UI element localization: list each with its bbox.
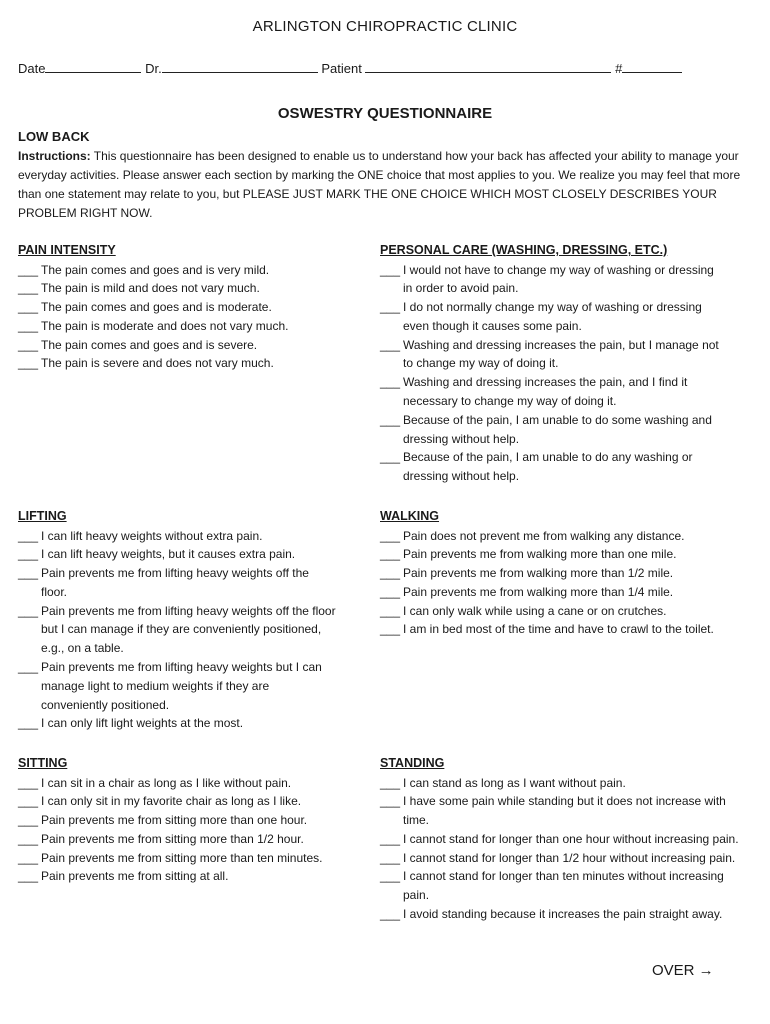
option-text: The pain comes and goes and is severe. [41,337,258,352]
option-row [18,298,348,317]
option-text: Pain prevents me from sitting more than one hour. [41,813,308,828]
option-text: The pain comes and goes and is moderate. [41,300,272,315]
answer-blank[interactable]: ___ [18,337,39,352]
answer-blank[interactable]: ___ [380,337,401,352]
option-text: The pain is moderate and does not vary much. [41,318,289,333]
option-row [380,411,725,449]
answer-blank[interactable]: ___ [380,869,401,884]
option-text: The pain is severe and does not vary much. [41,356,274,371]
answer-blank[interactable]: ___ [18,318,39,333]
answer-blank[interactable]: ___ [18,869,39,884]
option-row [18,564,338,602]
option-text: Pain prevents me from lifting heavy weights off the floor but I can manage if they are conveniently positioned, e.g., on a table. [41,603,336,656]
instructions-text: This questionnaire has been designed to enable us to understand how your back has affected your ability to manage your everyday activities. Please answer each section by marking the ONE choice that most applies to you. We realize you may feel that more than one statement may relate to you, but PLEASE JUST MARK THE ONE CHOICE WHICH MOST CLOSELY DESCRIBES YOUR PROBLEM RIGHT NOW. [18,149,741,220]
option-text: I cannot stand for longer than 1/2 hour without increasing pain. [403,850,736,865]
section-pain-intensity [18,241,348,373]
option-row [18,792,338,811]
over-label: OVER → [652,962,714,979]
option-text: I cannot stand for longer than ten minutes without increasing pain. [403,869,724,903]
option-row [18,545,338,564]
option-row [18,336,348,355]
option-text: I am in bed most of the time and have to crawl to the toilet. [403,622,714,637]
answer-blank[interactable]: ___ [18,775,39,790]
answer-blank[interactable]: ___ [380,907,401,922]
option-row [380,261,725,299]
option-text: I can only walk while using a cane or on crutches. [403,603,667,618]
answer-blank[interactable]: ___ [18,660,39,675]
option-row [18,811,338,830]
section-lifting [18,507,338,733]
option-row [18,658,338,714]
section-heading: LIFTING [18,509,67,523]
answer-blank[interactable]: ___ [18,300,39,315]
option-text: Washing and dressing increases the pain, but I manage not to change my way of doing it. [403,337,719,371]
option-row [380,792,750,830]
option-row [18,867,338,886]
clinic-name: ARLINGTON CHIROPRACTIC CLINIC [252,18,518,35]
answer-blank[interactable]: ___ [380,831,401,846]
option-row [18,527,338,546]
option-text: I avoid standing because it increases the pain straight away. [403,907,723,922]
instructions [18,147,758,223]
answer-blank[interactable]: ___ [380,547,401,562]
option-text: I have some pain while standing but it does not increase with time. [403,794,726,828]
option-text: Because of the pain, I am unable to do some washing and dressing without help. [403,412,712,446]
option-row [380,774,750,793]
answer-blank[interactable]: ___ [380,412,401,427]
patient-field[interactable] [365,60,611,73]
instructions-label: Instructions: [18,149,91,163]
option-row [18,602,338,658]
answer-blank[interactable]: ___ [18,528,39,543]
answer-blank[interactable]: ___ [18,262,39,277]
answer-blank[interactable]: ___ [18,813,39,828]
number-field[interactable] [622,60,682,73]
section-heading: PAIN INTENSITY [18,243,116,257]
option-text: Pain does not prevent me from walking any distance. [403,528,685,543]
option-row [18,279,348,298]
option-row [380,830,750,849]
option-text: Washing and dressing increases the pain, and I find it necessary to change my way of doing it. [403,375,688,409]
option-text: Pain prevents me from sitting at all. [41,869,229,884]
answer-blank[interactable]: ___ [18,716,39,731]
section-walking [380,507,720,639]
section-sitting [18,754,338,886]
section-standing [380,754,750,924]
answer-blank[interactable]: ___ [380,450,401,465]
patient-info-line [18,60,682,76]
option-text: I would not have to change my way of washing or dressing in order to avoid pain. [403,262,714,296]
doctor-label: Dr. [145,61,162,76]
option-row [380,583,720,602]
answer-blank[interactable]: ___ [380,262,401,277]
option-row [18,774,338,793]
answer-blank[interactable]: ___ [18,566,39,581]
answer-blank[interactable]: ___ [18,603,39,618]
answer-blank[interactable]: ___ [18,547,39,562]
answer-blank[interactable]: ___ [18,831,39,846]
answer-blank[interactable]: ___ [18,794,39,809]
option-text: Pain prevents me from walking more than 1/2 mile. [403,566,674,581]
option-text: I do not normally change my way of washing or dressing even though it causes some pain. [403,300,702,333]
answer-blank[interactable]: ___ [380,603,401,618]
option-text: I can only sit in my favorite chair as long as I like. [41,794,302,809]
option-row [380,849,750,868]
option-text: The pain is mild and does not vary much. [41,281,260,296]
option-text: Pain prevents me from sitting more than ten minutes. [41,850,323,865]
option-text: The pain comes and goes and is very mild. [41,262,270,277]
option-row [380,298,725,336]
option-text: Pain prevents me from lifting heavy weights off the floor. [41,566,309,599]
answer-blank[interactable]: ___ [18,850,39,865]
option-text: I can lift heavy weights without extra pain. [41,528,263,543]
option-row [18,317,348,336]
answer-blank[interactable]: ___ [380,528,401,543]
option-row [380,448,725,486]
section-heading: SITTING [18,756,68,770]
option-text: I can stand as long as I want without pain. [403,775,626,790]
answer-blank[interactable]: ___ [380,584,401,599]
option-text: Pain prevents me from lifting heavy weights but I can manage light to medium weights if they are conveniently positioned. [41,660,322,712]
section-heading: WALKING [380,509,440,523]
option-row [380,527,720,546]
answer-blank[interactable]: ___ [18,356,39,371]
section-heading: STANDING [380,756,445,770]
answer-blank[interactable]: ___ [380,794,401,809]
date-label: Date [18,61,46,76]
option-row [380,545,720,564]
answer-blank[interactable]: ___ [380,375,401,390]
option-text: I cannot stand for longer than one hour without increasing pain. [403,831,739,846]
date-field[interactable] [45,60,141,73]
option-text: Pain prevents me from sitting more than 1/2 hour. [41,831,304,846]
option-row [18,849,338,868]
section-heading: PERSONAL CARE (WASHING, DRESSING, ETC.) [380,243,668,257]
option-text: I can only lift light weights at the most. [41,716,244,731]
doctor-field[interactable] [162,60,318,73]
answer-blank[interactable]: ___ [380,775,401,790]
answer-blank[interactable]: ___ [380,566,401,581]
option-text: I can lift heavy weights, but it causes extra pain. [41,547,296,562]
option-row [18,714,338,733]
option-row [380,564,720,583]
option-row [380,620,720,639]
patient-label: Patient [321,61,362,76]
answer-blank[interactable]: ___ [18,281,39,296]
option-text: Pain prevents me from walking more than 1/4 mile. [403,584,674,599]
option-row [380,905,750,924]
number-label: # [615,61,623,76]
option-row [18,354,348,373]
option-row [380,867,750,905]
answer-blank[interactable]: ___ [380,622,401,637]
option-row [380,602,720,621]
page-title: OSWESTRY QUESTIONNAIRE [277,105,493,122]
option-row [380,373,725,411]
option-row [18,830,338,849]
option-row [380,336,725,374]
section-personal-care [380,241,725,486]
option-text: I can sit in a chair as long as I like without pain. [41,775,292,790]
page-subtitle: LOW BACK [18,129,90,144]
option-text: Pain prevents me from walking more than one mile. [403,547,677,562]
answer-blank[interactable]: ___ [380,850,401,865]
option-text: Because of the pain, I am unable to do any washing or dressing without help. [403,450,693,484]
answer-blank[interactable]: ___ [380,300,401,315]
option-row [18,261,348,280]
